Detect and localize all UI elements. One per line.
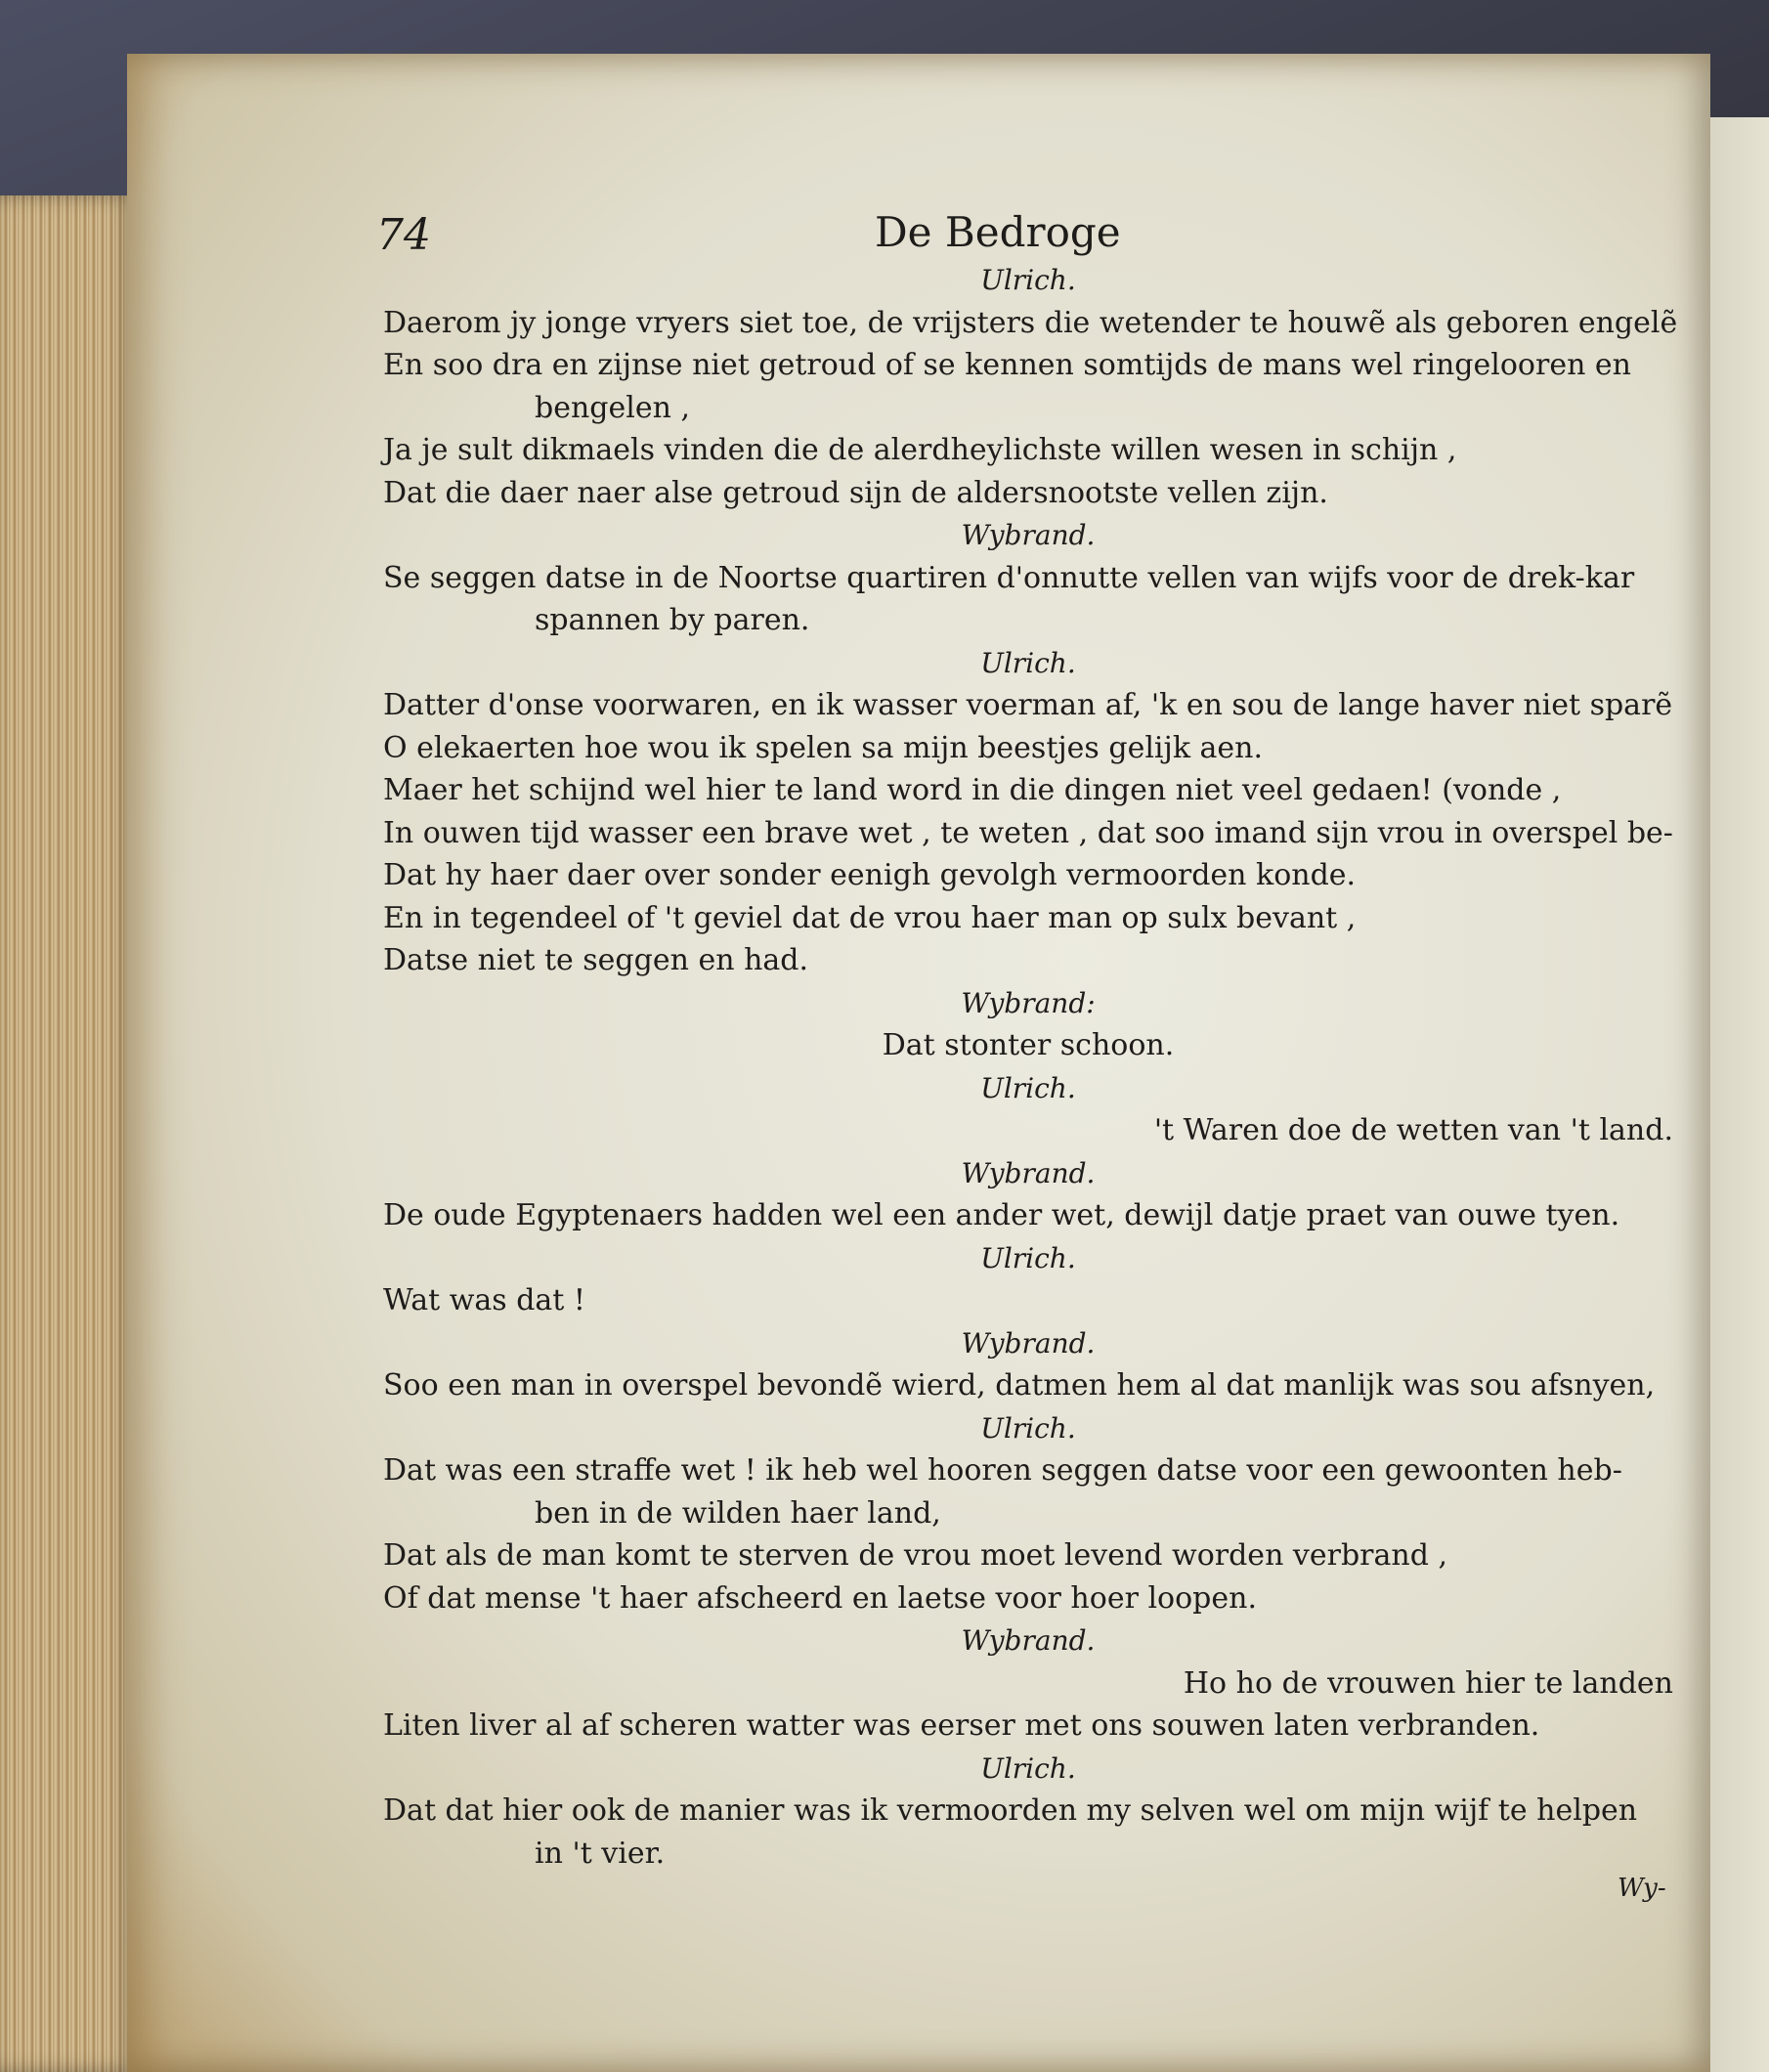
dialogue-line: Dat stonter schoon. (882, 1028, 1175, 1062)
dialogue-line: En in tegendeel of 't geviel dat de vrou haer man op sulx bevant , (383, 900, 1357, 935)
speaker-name: Ulrich. (980, 264, 1076, 296)
speaker-name: Ulrich. (980, 1071, 1076, 1104)
speaker-name: Wybrand. (961, 519, 1096, 551)
dialogue-line: Dat dat hier ook de manier was ik vermoorden my selven wel om mijn wijf te helpen (383, 1793, 1638, 1828)
dialogue-line: in 't vier. (535, 1835, 666, 1871)
dialogue-line: bengelen , (535, 390, 690, 425)
running-title: De Bedroge (875, 208, 1121, 256)
dialogue-line: Ho ho de vrouwen hier te landen (1183, 1665, 1673, 1701)
dialogue-line: En soo dra en zijnse niet getroud of se kennen somtijds de mans wel ringelooren en (383, 348, 1632, 382)
speaker-name: Wybrand. (961, 1624, 1096, 1657)
dialogue-line: Dat was een straffe wet ! ik heb wel hooren seggen datse voor een gewoonten heb- (383, 1453, 1622, 1488)
dialogue-line: 't Waren doe de wetten van 't land. (1153, 1113, 1673, 1147)
dialogue-line: Of dat mense 't haer afscheerd en laetse voor hoer loopen. (383, 1580, 1257, 1616)
speaker-name: Ulrich. (980, 1751, 1076, 1785)
dialogue-line: Datse niet te seggen en had. (383, 943, 809, 977)
dialogue-line: Se seggen datse in de Noortse quartiren d'onnutte vellen van wijfs voor de drek-kar (383, 560, 1635, 595)
dialogue-line: Dat hy haer daer over sonder eenigh gevolgh vermoorden konde. (383, 858, 1357, 892)
dialogue-line: Daerom jy jonge vryers siet toe, de vrijsters die wetender te houwẽ als geboren engelẽ (383, 305, 1678, 340)
dialogue-line: Soo een man in overspel bevondẽ wierd, datmen hem al dat manlijk was sou afsnyen, (383, 1368, 1656, 1403)
dialogue-line: Dat die daer naer alse getroud sijn de aldersnootste vellen zijn. (383, 475, 1328, 510)
dialogue-line: Dat als de man komt te sterven de vrou moet levend worden verbrand , (383, 1538, 1447, 1573)
dialogue-line: Liten liver al af scheren watter was eerser met ons souwen laten verbranden. (383, 1708, 1540, 1743)
speaker-name: Wybrand: (961, 986, 1096, 1019)
dialogue-line: In ouwen tijd wasser een brave wet , te weten , dat soo imand sijn vrou in overspel be- (383, 815, 1673, 850)
dialogue-line: ben in de wilden haer land, (535, 1495, 941, 1531)
dialogue-line: Wat was dat ! (383, 1283, 585, 1317)
catchword: Wy- (1618, 1874, 1666, 1903)
dialogue-text (383, 259, 1678, 1875)
dialogue-line: spannen by paren. (535, 603, 810, 637)
dialogue-line: O elekaerten hoe wou ik spelen sa mijn beestjes gelijk aen. (383, 730, 1264, 765)
dialogue-line: Datter d'onse voorwaren, en ik wasser voerman af, 'k en sou de lange haver niet sparẽ (383, 688, 1673, 722)
speaker-name: Ulrich. (980, 1241, 1076, 1274)
dialogue-line: Maer het schijnd wel hier te land word in die dingen niet veel gedaen! (vonde , (383, 773, 1562, 807)
dialogue-line: Ja je sult dikmaels vinden die de alerdheylichste willen wesen in schijn , (383, 433, 1457, 467)
speaker-name: Wybrand. (961, 1156, 1096, 1189)
book-page-edges (0, 195, 137, 2072)
dialogue-line: De oude Egyptenaers hadden wel een ander wet, dewijl datje praet van ouwe tyen. (383, 1198, 1620, 1232)
speaker-name: Ulrich. (980, 1411, 1076, 1445)
speaker-name: Wybrand. (961, 1326, 1096, 1360)
speaker-name: Ulrich. (980, 646, 1076, 679)
page-number: 74 (376, 210, 431, 260)
